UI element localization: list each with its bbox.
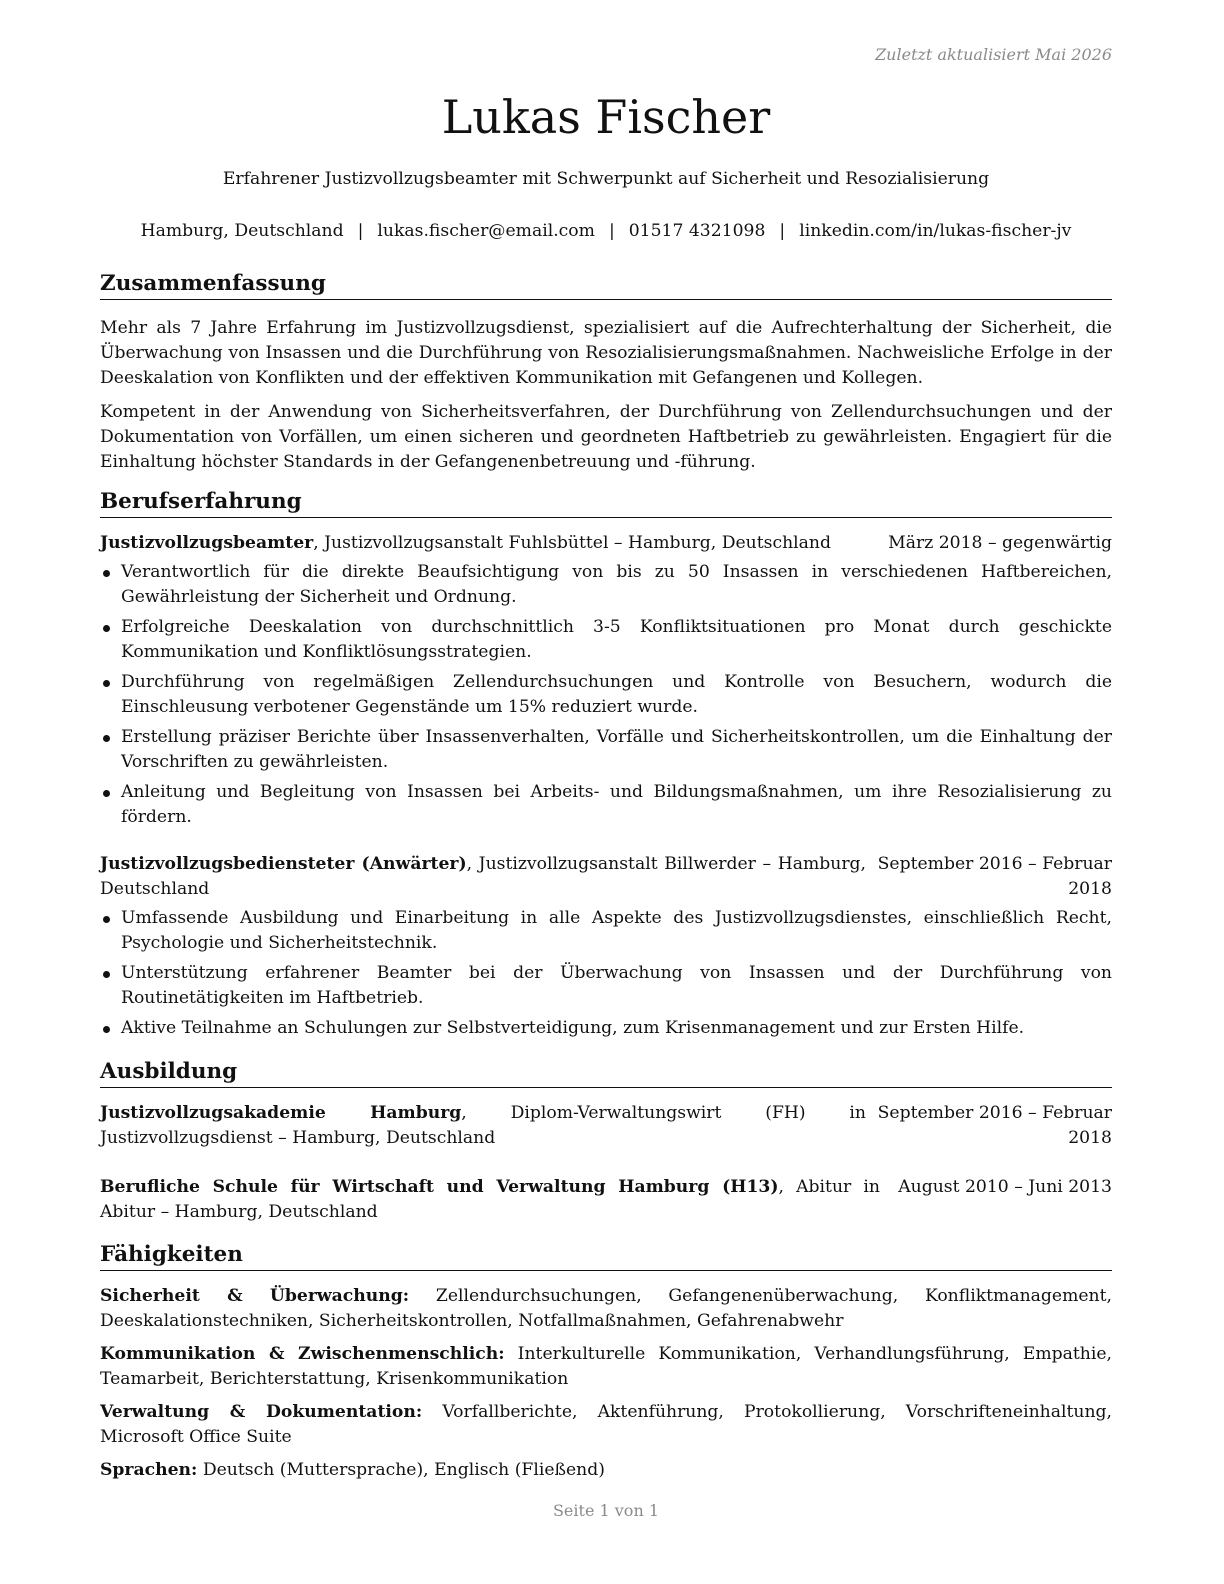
education-dates: September 2016 – Februar 2018 (877, 1103, 1112, 1148)
job-dates: März 2018 – gegenwärtig (888, 533, 1112, 553)
contact-separator: | (608, 221, 615, 241)
contact-line (100, 219, 1112, 244)
job-dates: September 2016 – Februar 2018 (877, 854, 1112, 899)
job-entry (100, 531, 1112, 830)
job-header (100, 531, 1112, 556)
skills-section (100, 1241, 1112, 1483)
skill-group-label: Kommunikation & Zwischenmenschlich: (100, 1344, 505, 1364)
summary-section (100, 270, 1112, 475)
education-section (100, 1058, 1112, 1225)
contact-separator: | (779, 221, 786, 241)
candidate-headline: Erfahrener Justizvollzugsbeamter mit Schwerpunkt auf Sicherheit und Resozialisierung (222, 169, 990, 189)
contact-email[interactable]: lukas.fischer@email.com (377, 221, 595, 241)
education-school: Justizvollzugsakademie Hamburg (100, 1103, 462, 1123)
education-school: Berufliche Schule für Wirtschaft und Verwaltung Hamburg (H13) (100, 1177, 779, 1197)
summary-paragraph: Mehr als 7 Jahre Erfahrung im Justizvollzugsdienst, spezialisiert auf die Aufrechterhaltung der Sicherheit, die Überwachung von Insassen und die Durchführung von Resozialisierungsmaßnahmen. Nachweisliche Erfolge in der Deeskalation von Konflikten und der effektiven Kommunikation mit Gefangenen und Kollegen. (100, 318, 1112, 388)
resume-content (100, 270, 1112, 1491)
section-heading-education: Ausbildung (100, 1058, 1112, 1088)
section-heading-skills: Fähigkeiten (100, 1241, 1112, 1271)
education-entry (100, 1175, 1112, 1225)
job-employer: , Justizvollzugsanstalt Billwerder – Hamburg, Deutschland (100, 854, 866, 899)
last-updated-note: Zuletzt aktualisiert Mai 2026 (875, 45, 1112, 64)
job-bullet: Erstellung präziser Berichte über Insassenverhalten, Vorfälle und Sicherheitskontrollen, um die Einhaltung der Vorschriften zu gewährleisten. (100, 725, 1112, 775)
section-heading-experience: Berufserfahrung (100, 488, 1112, 518)
skill-group-label: Sprachen: (100, 1460, 198, 1480)
section-heading-summary: Zusammenfassung (100, 270, 1112, 300)
skill-group-items: Interkulturelle Kommunikation, Verhandlungsführung, Empathie, Teamarbeit, Berichterstattung, Krisenkommunikation (100, 1344, 1112, 1389)
skill-group (100, 1342, 1112, 1392)
job-bullet: Unterstützung erfahrener Beamter bei der Überwachung von Insassen und der Durchführung von Routinetätigkeiten im Haftbetrieb. (100, 961, 1112, 1011)
contact-linkedin[interactable]: linkedin.com/in/lukas-fischer-jv (799, 221, 1072, 241)
education-degree: , Abitur in Abitur – Hamburg, Deutschland (100, 1177, 880, 1222)
contact-location: Hamburg, Deutschland (140, 221, 344, 241)
job-bullet: Umfassende Ausbildung und Einarbeitung in alle Aspekte des Justizvollzugsdienstes, einschließlich Recht, Psychologie und Sicherheitstechnik. (100, 906, 1112, 956)
job-bullets (100, 560, 1112, 830)
job-entry (100, 852, 1112, 1041)
skill-group (100, 1458, 1112, 1483)
job-bullet: Aktive Teilnahme an Schulungen zur Selbstverteidigung, zum Krisenmanagement und zur Ersten Hilfe. (100, 1016, 1112, 1041)
contact-separator: | (357, 221, 364, 241)
education-dates: August 2010 – Juni 2013 (898, 1177, 1112, 1197)
education-entry (100, 1101, 1112, 1151)
skill-group (100, 1284, 1112, 1334)
job-bullet: Verantwortlich für die direkte Beaufsichtigung von bis zu 50 Insassen in verschiedenen Haftbereichen, Gewährleistung der Sicherheit und Ordnung. (100, 560, 1112, 610)
skill-group-label: Sicherheit & Überwachung: (100, 1286, 410, 1306)
skill-group-items: Zellendurchsuchungen, Gefangenenüberwachung, Konfliktmanagement, Deeskalationstechniken, Sicherheitskontrollen, Notfallmaßnahmen, Gefahrenabwehr (100, 1286, 1112, 1331)
summary-paragraph: Kompetent in der Anwendung von Sicherheitsverfahren, der Durchführung von Zellendurchsuchungen und der Dokumentation von Vorfällen, um einen sicheren und geordneten Haftbetrieb zu gewährleisten. Engagiert für die Einhaltung höchster Standards in der Gefangenenbetreuung und -führung. (100, 402, 1112, 472)
skill-group-items: Vorfallberichte, Aktenführung, Protokollierung, Vorschrifteneinhaltung, Microsoft Office Suite (100, 1402, 1112, 1447)
job-employer: , Justizvollzugsanstalt Fuhlsbüttel – Hamburg, Deutschland (313, 533, 831, 553)
job-bullet: Durchführung von regelmäßigen Zellendurchsuchungen und Kontrolle von Besuchern, wodurch die Einschleusung verbotener Gegenstände um 15% reduziert wurde. (100, 670, 1112, 720)
job-bullet: Erfolgreiche Deeskalation von durchschnittlich 3-5 Konfliktsituationen pro Monat durch geschickte Kommunikation und Konfliktlösungsstrategien. (100, 615, 1112, 665)
job-header (100, 852, 1112, 902)
job-title: Justizvollzugsbediensteter (Anwärter) (100, 854, 467, 874)
education-degree: , Diplom-Verwaltungswirt (FH) in Justizvollzugsdienst – Hamburg, Deutschland (100, 1103, 866, 1148)
job-bullets (100, 906, 1112, 1041)
job-title: Justizvollzugsbeamter (100, 533, 314, 553)
skill-group-label: Verwaltung & Dokumentation: (100, 1402, 423, 1422)
job-bullet: Anleitung und Begleitung von Insassen bei Arbeits- und Bildungsmaßnahmen, um ihre Resozialisierung zu fördern. (100, 780, 1112, 830)
skill-group-items: Deutsch (Muttersprache), Englisch (Fließend) (197, 1460, 605, 1480)
page-number: Seite 1 von 1 (552, 1501, 660, 1520)
candidate-name: Lukas Fischer (441, 90, 771, 144)
experience-section (100, 488, 1112, 1041)
contact-phone[interactable]: 01517 4321098 (628, 221, 766, 241)
skill-group (100, 1400, 1112, 1450)
resume-page (100, 0, 1112, 1584)
